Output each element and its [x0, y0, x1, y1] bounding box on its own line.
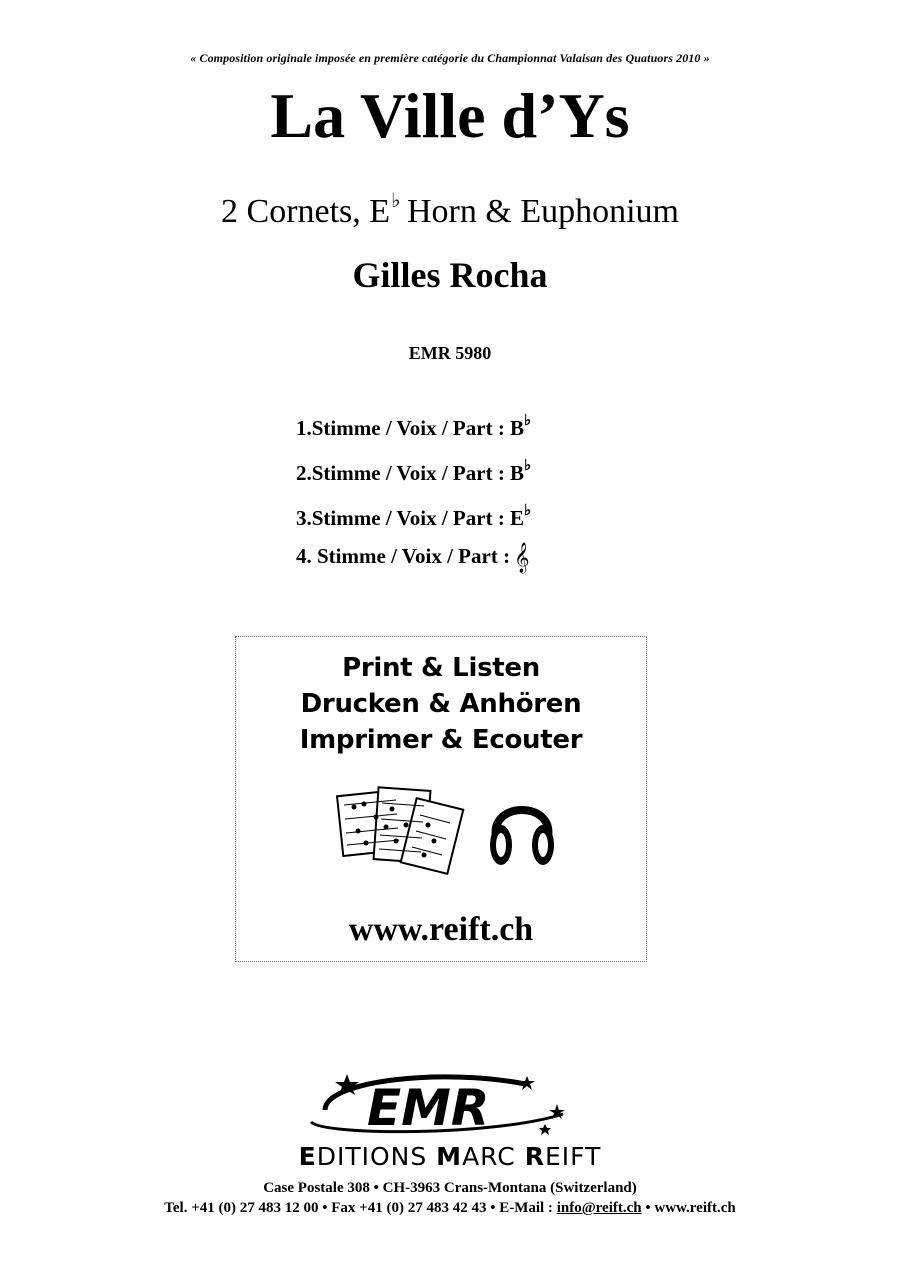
part-label: 2.Stimme / Voix / Part : B: [296, 461, 525, 485]
instrumentation-prefix: 2 Cornets, E: [221, 193, 391, 230]
publisher-part-1: DITIONS: [316, 1142, 437, 1171]
emr-logo: [295, 1070, 575, 1138]
publisher-e: E: [298, 1142, 317, 1171]
part-label: 1.Stimme / Voix / Part : B: [296, 416, 525, 440]
promo-line-fr: Imprimer & Ecouter: [299, 725, 583, 755]
publisher-name: [0, 1142, 900, 1171]
part-item-4: [296, 537, 531, 582]
part-item-1: [296, 402, 531, 447]
headphones-icon: [486, 791, 558, 869]
tel-fax: Tel. +41 (0) 27 483 12 00 • Fax +41 (0) 27 483 42 43 • E-Mail :: [164, 1200, 553, 1216]
promo-line-en: Print & Listen: [342, 653, 540, 683]
postal-address: Case Postale 308 • CH-3963 Crans-Montana (Switzerland): [263, 1180, 637, 1196]
publisher-part-2: ARC: [462, 1142, 525, 1171]
part-item-3: [296, 492, 531, 537]
publisher-m: M: [436, 1142, 463, 1171]
part-accidental: ♭: [524, 458, 532, 474]
competition-note: « Composition originale imposée en première catégorie du Championnat Valaisan des Quatuors 2010 »: [190, 51, 710, 65]
parts-list: [296, 402, 531, 582]
part-label: 4. Stimme / Voix / Part :: [296, 544, 511, 568]
composer-name: Gilles Rocha: [352, 255, 548, 295]
instrumentation: [0, 181, 900, 232]
page-title: La Ville d’Ys: [270, 80, 630, 151]
footer-website[interactable]: • www.reift.ch: [645, 1200, 736, 1216]
sheet-music-icon: [336, 785, 466, 877]
instrumentation-suffix: Horn & Euphonium: [407, 193, 679, 230]
print-listen-box: [235, 636, 647, 962]
emr-logo-text: EMR: [367, 1079, 490, 1137]
email-link[interactable]: info@reift.ch: [556, 1200, 642, 1216]
contact-line: [0, 1200, 900, 1217]
promo-line-de: Drucken & Anhören: [300, 689, 582, 719]
part-accidental: ♭: [524, 413, 532, 429]
publisher-r: R: [524, 1142, 545, 1171]
box-website-link[interactable]: www.reift.ch: [348, 911, 534, 948]
publisher-part-3: EIFT: [544, 1142, 602, 1171]
flat-sign: ♭: [391, 190, 401, 212]
treble-clef-icon: 𝄞: [514, 543, 530, 573]
part-label: 3.Stimme / Voix / Part : E: [296, 506, 525, 530]
catalog-number: EMR 5980: [408, 343, 492, 363]
part-item-2: [296, 447, 531, 492]
part-accidental: ♭: [524, 503, 532, 519]
